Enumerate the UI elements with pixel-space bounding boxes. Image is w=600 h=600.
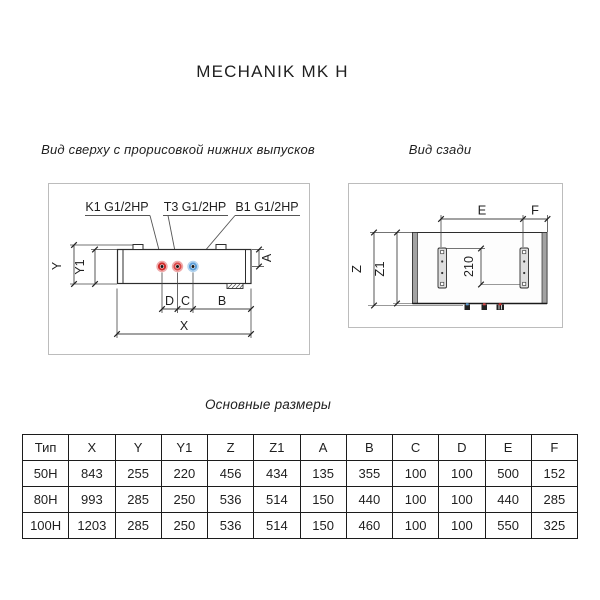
table-header-cell: A (300, 435, 346, 461)
port-center (176, 265, 179, 268)
table-cell: 100 (439, 461, 485, 487)
table-header-cell: X (69, 435, 115, 461)
table-row (23, 461, 578, 487)
tank-body (118, 245, 252, 289)
tank-outline (118, 250, 252, 284)
table-cell: 50H (23, 461, 69, 487)
table-cell: 255 (115, 461, 161, 487)
port-center (161, 265, 164, 268)
bracket-slot (523, 282, 526, 285)
table-cell: 100 (439, 513, 485, 539)
side-band-left (413, 233, 418, 304)
bracket-slot (441, 251, 444, 254)
table-header-cell: E (485, 435, 531, 461)
table-cell: 250 (161, 513, 207, 539)
bracket-slot (523, 251, 526, 254)
rear-port-drain (497, 305, 505, 311)
table-cell: 100 (393, 487, 439, 513)
table-cell: 355 (346, 461, 392, 487)
rear-port-hot-dot (483, 303, 486, 305)
table-cell: 440 (485, 487, 531, 513)
table-header-cell: Z1 (254, 435, 300, 461)
table-header-cell: D (439, 435, 485, 461)
bracket-left (438, 248, 447, 288)
table-cell: 550 (485, 513, 531, 539)
table-cell: 220 (161, 461, 207, 487)
table-cell: 500 (485, 461, 531, 487)
port-k1-drain (157, 262, 167, 272)
table-cell: 100H (23, 513, 69, 539)
table-cell: 150 (300, 513, 346, 539)
table-header-cell: F (531, 435, 577, 461)
table-title: Основные размеры (204, 397, 332, 412)
table-cell: 536 (208, 513, 254, 539)
bracket-right (520, 248, 529, 288)
bracket-hole (441, 260, 443, 262)
dim-z1 (372, 230, 412, 307)
bracket-hole (441, 272, 443, 274)
table-cell: 843 (69, 461, 115, 487)
port-b1-cold (188, 262, 198, 272)
page-title: MECHANIK MK H (196, 62, 349, 81)
top-view-drawing (48, 183, 310, 355)
table-cell: 100 (393, 461, 439, 487)
mounting-tab-left (133, 245, 143, 250)
rear-port-hot (482, 305, 488, 311)
table-cell: 152 (531, 461, 577, 487)
dim-b-label: B (217, 294, 227, 308)
table-cell: 285 (531, 487, 577, 513)
table-cell: 150 (300, 487, 346, 513)
table-header-cell: Y1 (161, 435, 207, 461)
rear-port-cold-dot (466, 303, 469, 305)
table-cell: 434 (254, 461, 300, 487)
mounting-tab-right (216, 245, 226, 250)
dim-y-label: Y (50, 261, 64, 271)
table-cell: 536 (208, 487, 254, 513)
rear-ports (465, 303, 505, 310)
table-cell: 100 (439, 487, 485, 513)
table-header-row (23, 435, 578, 461)
table-cell: 250 (161, 487, 207, 513)
table-row (23, 487, 578, 513)
table-cell: 514 (254, 487, 300, 513)
table-cell: 80H (23, 487, 69, 513)
table-cell: 514 (254, 513, 300, 539)
bracket-hole (523, 260, 525, 262)
table-cell: 460 (346, 513, 392, 539)
table-cell: 456 (208, 461, 254, 487)
rear-view-caption: Вид сзади (408, 142, 472, 157)
dim-210-label: 210 (462, 256, 476, 277)
table-row (23, 513, 578, 539)
dim-x-label: X (179, 319, 189, 333)
table-cell: 285 (115, 513, 161, 539)
port-center (192, 265, 195, 268)
dim-d-label: D (164, 294, 175, 308)
top-view-caption: Вид сверху с прорисовкой нижних выпусков (41, 142, 315, 157)
port-t3-hot (173, 262, 183, 272)
table-header-cell: Y (115, 435, 161, 461)
table-header-cell: B (346, 435, 392, 461)
bracket-hole (523, 272, 525, 274)
dim-a (252, 247, 274, 270)
callout-b1-label: B1 G1/2HP (235, 200, 299, 214)
dim-y1 (73, 247, 117, 287)
table-header-cell: C (393, 435, 439, 461)
rear-view-drawing (348, 183, 563, 328)
hatched-bracket (227, 284, 243, 289)
table-cell: 1203 (69, 513, 115, 539)
table-cell: 285 (115, 487, 161, 513)
dim-f-label: F (531, 202, 539, 218)
dimensions-table (22, 434, 578, 539)
bracket-slot (441, 282, 444, 285)
dim-e-label: E (477, 202, 487, 218)
dim-z1-label: Z1 (372, 261, 387, 277)
dim-z-label: Z (349, 265, 364, 273)
table-cell: 325 (531, 513, 577, 539)
table-cell: 100 (393, 513, 439, 539)
callout-k1-label: K1 G1/2HP (85, 200, 149, 214)
table-cell: 135 (300, 461, 346, 487)
rear-port-cold (465, 305, 471, 311)
table-header-cell: Z (208, 435, 254, 461)
table-cell: 993 (69, 487, 115, 513)
callout-t3-label: T3 G1/2HP (163, 200, 227, 214)
rear-port-drain-dot (499, 303, 502, 305)
table-header-cell: Тип (23, 435, 69, 461)
dim-y1-label: Y1 (73, 259, 87, 275)
dim-c-label: C (180, 294, 191, 308)
dim-a-label: A (260, 253, 274, 263)
table-cell: 440 (346, 487, 392, 513)
side-band-right (542, 233, 547, 304)
